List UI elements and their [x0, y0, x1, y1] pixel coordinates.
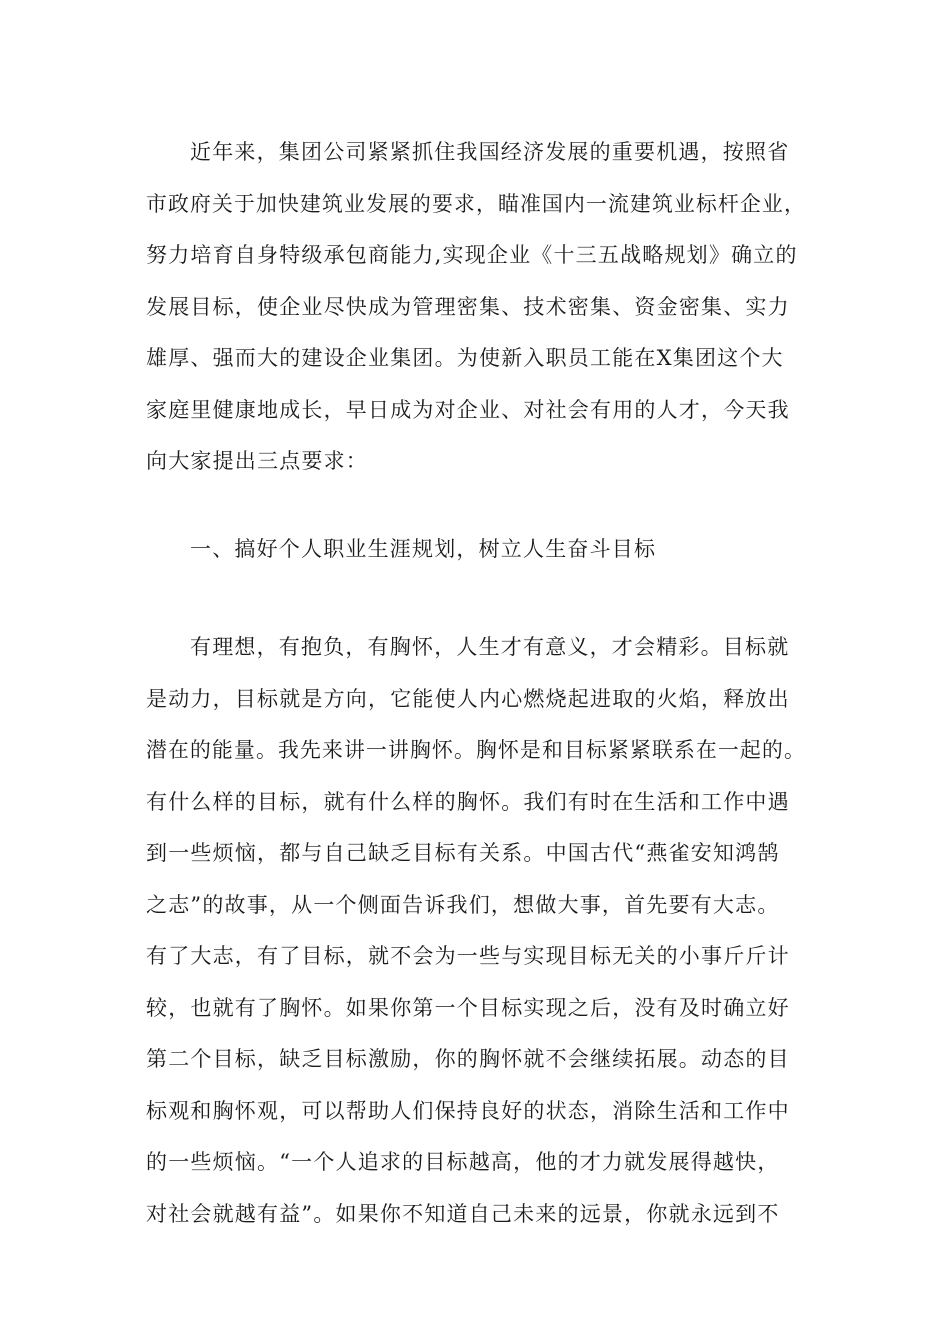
text-line: 发展目标，使企业尽快成为管理密集、技术密集、资金密集、实力: [146, 295, 790, 319]
text-line: 近年来，集团公司紧紧抓住我国经济发展的重要机遇，按照省: [190, 140, 790, 164]
text-line: 是动力，目标就是方向，它能使人内心燃烧起进取的火焰，释放出: [146, 687, 790, 711]
text-line: 市政府关于加快建筑业发展的要求，瞄准国内一流建筑业标杆企业，: [146, 192, 807, 216]
text-line: 家庭里健康地成长，早日成为对企业、对社会有用的人才，今天我: [146, 398, 790, 422]
text-line: 的一些烦恼。“一个人追求的目标越高，他的才力就发展得越快，: [146, 1150, 780, 1174]
text-line: 标观和胸怀观，可以帮助人们保持良好的状态，消除生活和工作中: [146, 1099, 790, 1123]
text-line: 有理想，有抱负，有胸怀，人生才有意义，才会精彩。目标就: [190, 635, 790, 659]
text-line: 潜在的能量。我先来讲一讲胸怀。胸怀是和目标紧紧联系在一起的。: [146, 738, 807, 762]
text-line: 有什么样的目标，就有什么样的胸怀。我们有时在生活和工作中遇: [146, 790, 790, 814]
text-line: 到一些烦恼，都与自己缺乏目标有关系。中国古代“燕雀安知鸿鹄: [146, 841, 780, 865]
text-line: 第二个目标，缺乏目标激励，你的胸怀就不会继续拓展。动态的目: [146, 1047, 790, 1071]
text-line: 较，也就有了胸怀。如果你第一个目标实现之后，没有及时确立好: [146, 996, 790, 1020]
text-line: 努力培育自身特级承包商能力,实现企业《十三五战略规划》确立的: [146, 243, 798, 267]
text-line: 之志”的故事，从一个侧面告诉我们，想做大事，首先要有大志。: [146, 893, 780, 917]
heading-text: 一、搞好个人职业生涯规划，树立人生奋斗目标: [190, 537, 657, 561]
text-line: 有了大志，有了目标，就不会为一些与实现目标无关的小事斤斤计: [146, 944, 790, 968]
text-line: 雄厚、强而大的建设企业集团。为使新入职员工能在X集团这个大: [146, 346, 784, 370]
text-line: 对社会就越有益”。如果你不知道自己未来的远景，你就永远到不: [146, 1202, 780, 1226]
text-line: 向大家提出三点要求：: [146, 449, 368, 473]
